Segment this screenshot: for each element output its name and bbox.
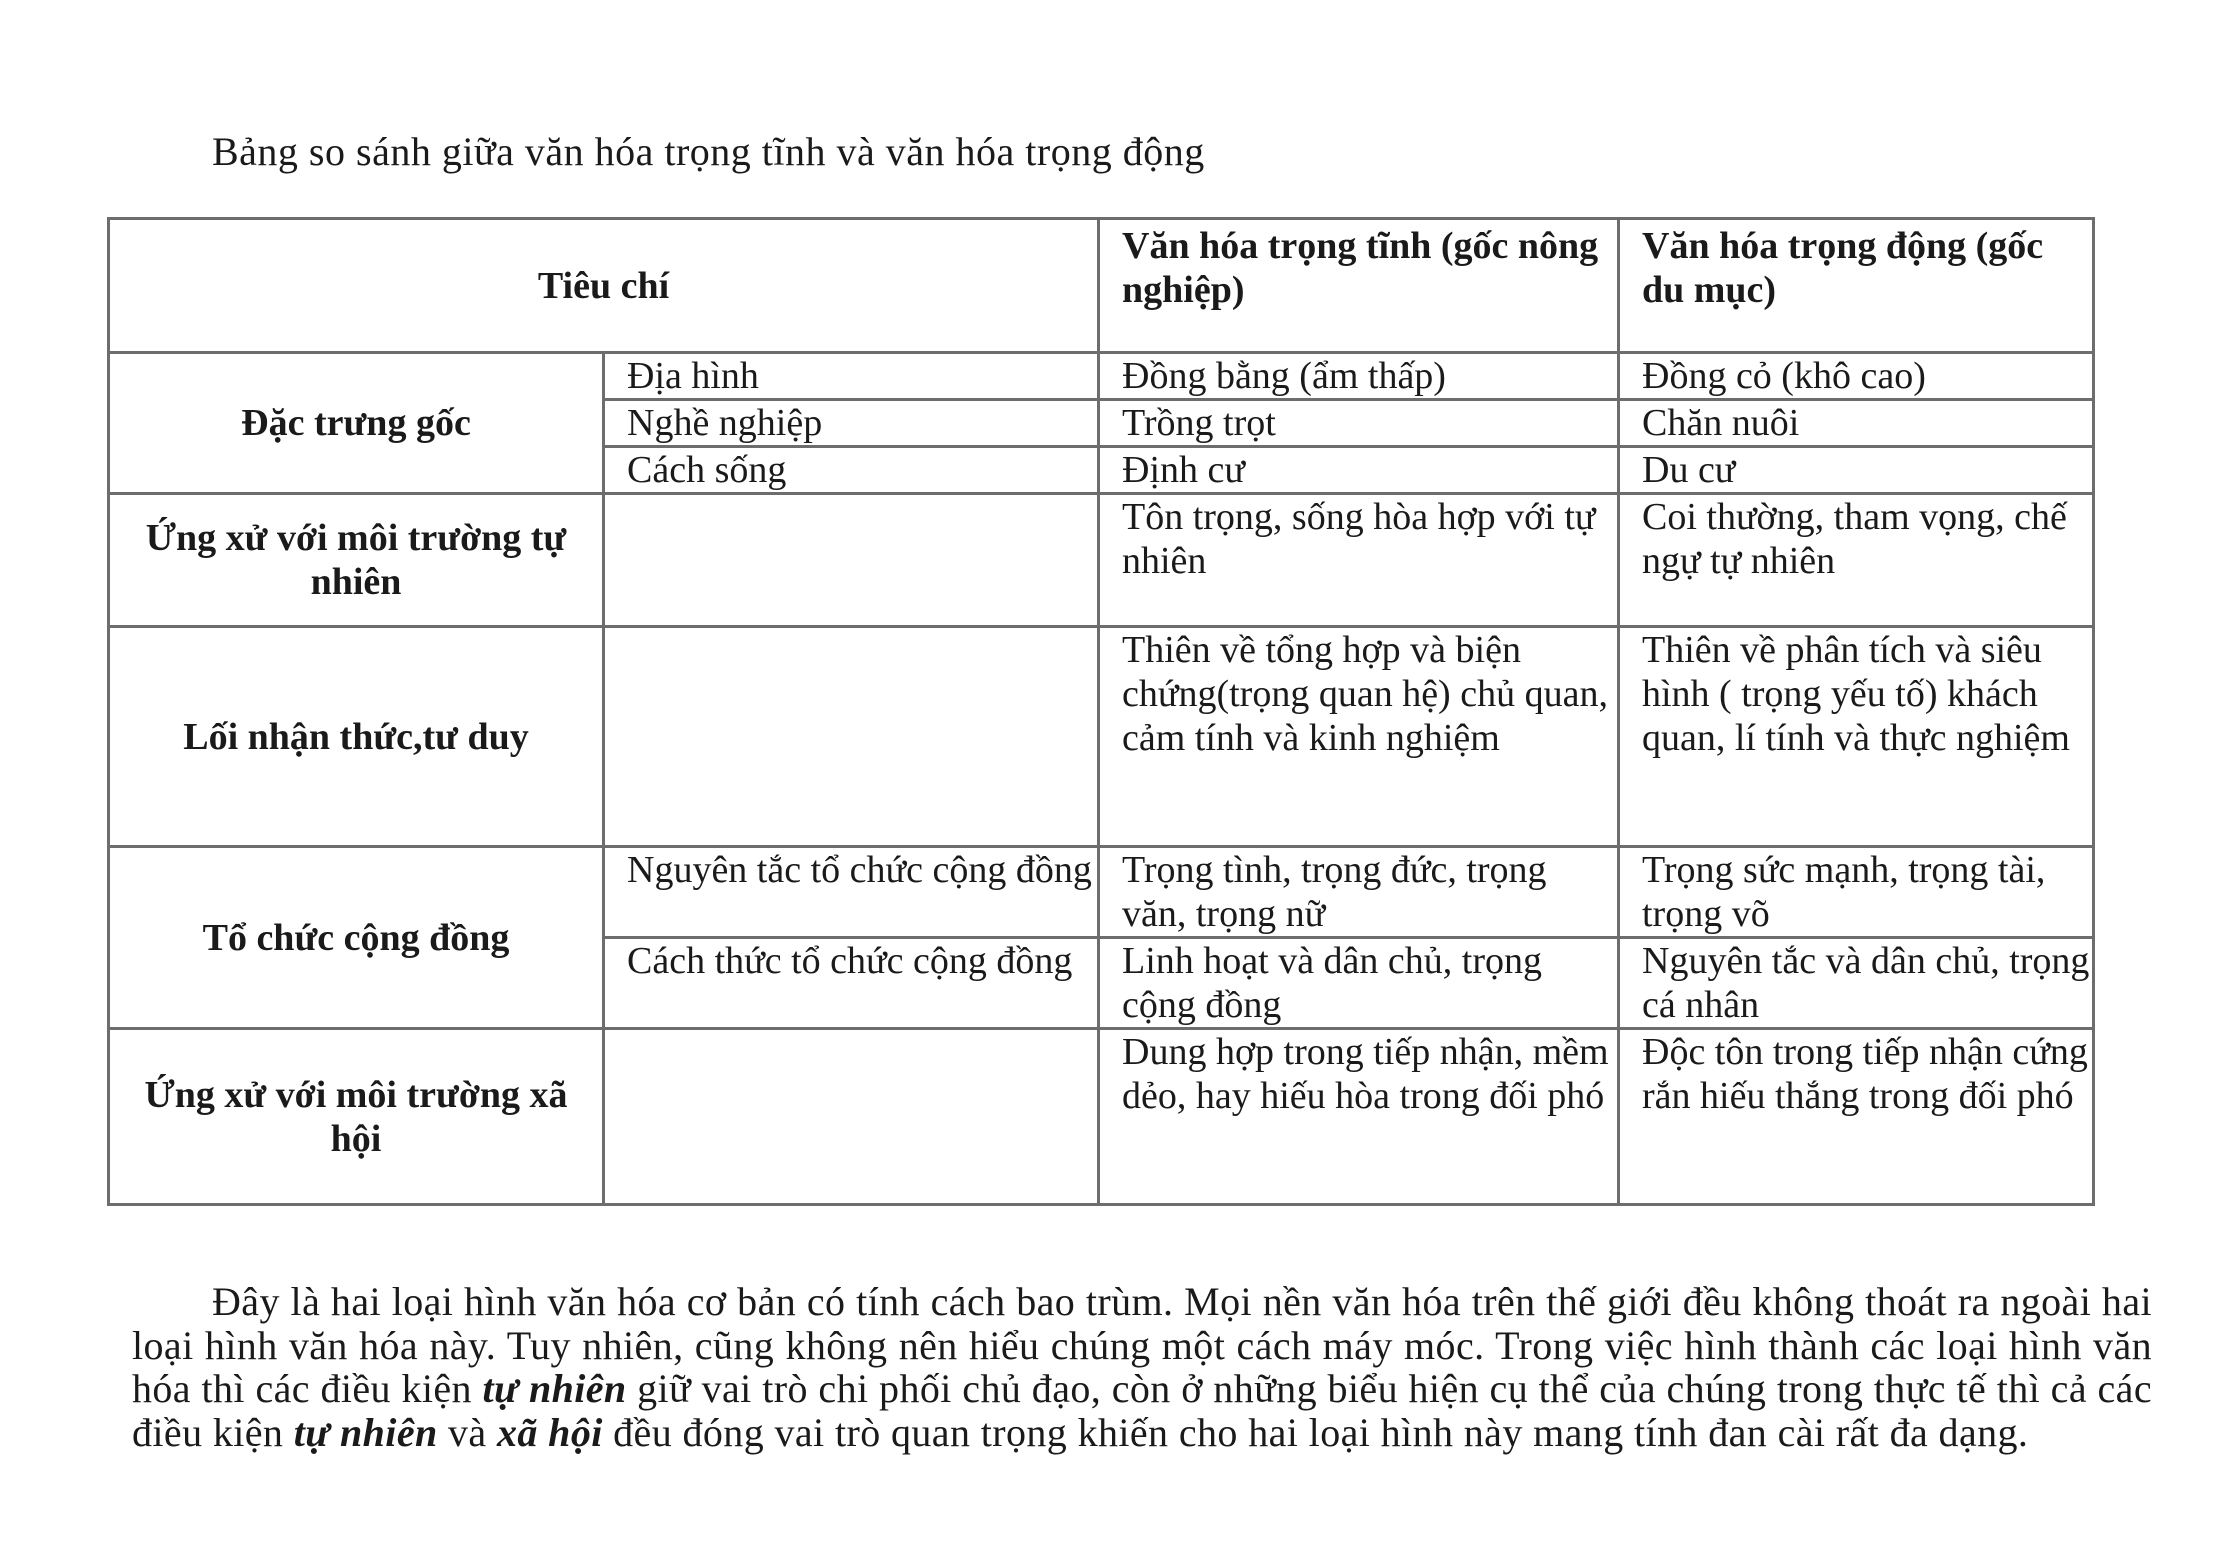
emphasis-natural: tự nhiên bbox=[293, 1409, 438, 1455]
header-dynamic-culture: Văn hóa trọng động (gốc du mục) bbox=[1619, 219, 2094, 353]
sub-criterion: Địa hình bbox=[604, 353, 1099, 400]
sub-criterion: Nghề nghiệp bbox=[604, 400, 1099, 447]
paragraph-text: và bbox=[437, 1409, 497, 1455]
body-paragraph bbox=[132, 1280, 2152, 1454]
table-row bbox=[109, 627, 2094, 847]
paragraph-text: Đây là hai loại hình văn hóa cơ bản có tính cách bao trùm. Mọi nền văn hóa trên thế giới đều không thoát ra ngoài hai loại hình văn hóa này. Tuy nhiên, cũng không nên hiểu chúng một cách máy móc. Trong việc hình thành các loại hình văn hóa thì các điều kiện bbox=[132, 1279, 2152, 1411]
sub-criterion: Cách thức tổ chức cộng đồng bbox=[604, 938, 1099, 1029]
table-row bbox=[109, 353, 2094, 400]
dynamic-cell: Nguyên tắc và dân chủ, trọng cá nhân bbox=[1619, 938, 2094, 1029]
static-cell: Định cư bbox=[1099, 447, 1619, 494]
group-label: Tổ chức cộng đồng bbox=[109, 847, 604, 1029]
group-label: Lối nhận thức,tư duy bbox=[109, 627, 604, 847]
table-caption: Bảng so sánh giữa văn hóa trọng tĩnh và văn hóa trọng động bbox=[212, 129, 1205, 174]
table-row bbox=[109, 847, 2094, 938]
table-row bbox=[109, 494, 2094, 627]
emphasis-natural: tự nhiên bbox=[482, 1366, 627, 1411]
sub-criterion bbox=[604, 494, 1099, 627]
dynamic-cell: Chăn nuôi bbox=[1619, 400, 2094, 447]
sub-criterion bbox=[604, 627, 1099, 847]
dynamic-cell: Đồng cỏ (khô cao) bbox=[1619, 353, 2094, 400]
dynamic-cell: Coi thường, tham vọng, chế ngự tự nhiên bbox=[1619, 494, 2094, 627]
sub-criterion bbox=[604, 1029, 1099, 1205]
group-label: Ứng xử với môi trường tự nhiên bbox=[109, 494, 604, 627]
table-header-row bbox=[109, 219, 2094, 353]
static-cell: Trồng trọt bbox=[1099, 400, 1619, 447]
static-cell: Linh hoạt và dân chủ, trọng cộng đồng bbox=[1099, 938, 1619, 1029]
sub-criterion: Cách sống bbox=[604, 447, 1099, 494]
dynamic-cell: Độc tôn trong tiếp nhận cứng rắn hiếu thắng trong đối phó bbox=[1619, 1029, 2094, 1205]
dynamic-cell: Du cư bbox=[1619, 447, 2094, 494]
dynamic-cell: Trọng sức mạnh, trọng tài, trọng võ bbox=[1619, 847, 2094, 938]
static-cell: Thiên về tổng hợp và biện chứng(trọng quan hệ) chủ quan, cảm tính và kinh nghiệm bbox=[1099, 627, 1619, 847]
static-cell: Tôn trọng, sống hòa hợp với tự nhiên bbox=[1099, 494, 1619, 627]
paragraph-text: đều đóng vai trò quan trọng khiến cho hai loại hình này mang tính đan cài rất đa dạng. bbox=[602, 1409, 2029, 1455]
static-cell: Đồng bằng (ẩm thấp) bbox=[1099, 353, 1619, 400]
comparison-table bbox=[107, 217, 2095, 1206]
group-label: Ứng xử với môi trường xã hội bbox=[109, 1029, 604, 1205]
static-cell: Trọng tình, trọng đức, trọng văn, trọng nữ bbox=[1099, 847, 1619, 938]
header-static-culture: Văn hóa trọng tĩnh (gốc nông nghiệp) bbox=[1099, 219, 1619, 353]
header-criteria: Tiêu chí bbox=[109, 219, 1099, 353]
sub-criterion: Nguyên tắc tổ chức cộng đồng bbox=[604, 847, 1099, 938]
group-label: Đặc trưng gốc bbox=[109, 353, 604, 494]
table-row bbox=[109, 1029, 2094, 1205]
static-cell: Dung hợp trong tiếp nhận, mềm dẻo, hay hiếu hòa trong đối phó bbox=[1099, 1029, 1619, 1205]
emphasis-social: xã hội bbox=[496, 1409, 603, 1455]
paragraph-text: giữ vai trò chi phối chủ đạo, còn ở những biểu hiện cụ thể của chúng trong thực tế thì cả các điều kiện bbox=[132, 1366, 2152, 1455]
dynamic-cell: Thiên về phân tích và siêu hình ( trọng yếu tố) khách quan, lí tính và thực nghiệm bbox=[1619, 627, 2094, 847]
